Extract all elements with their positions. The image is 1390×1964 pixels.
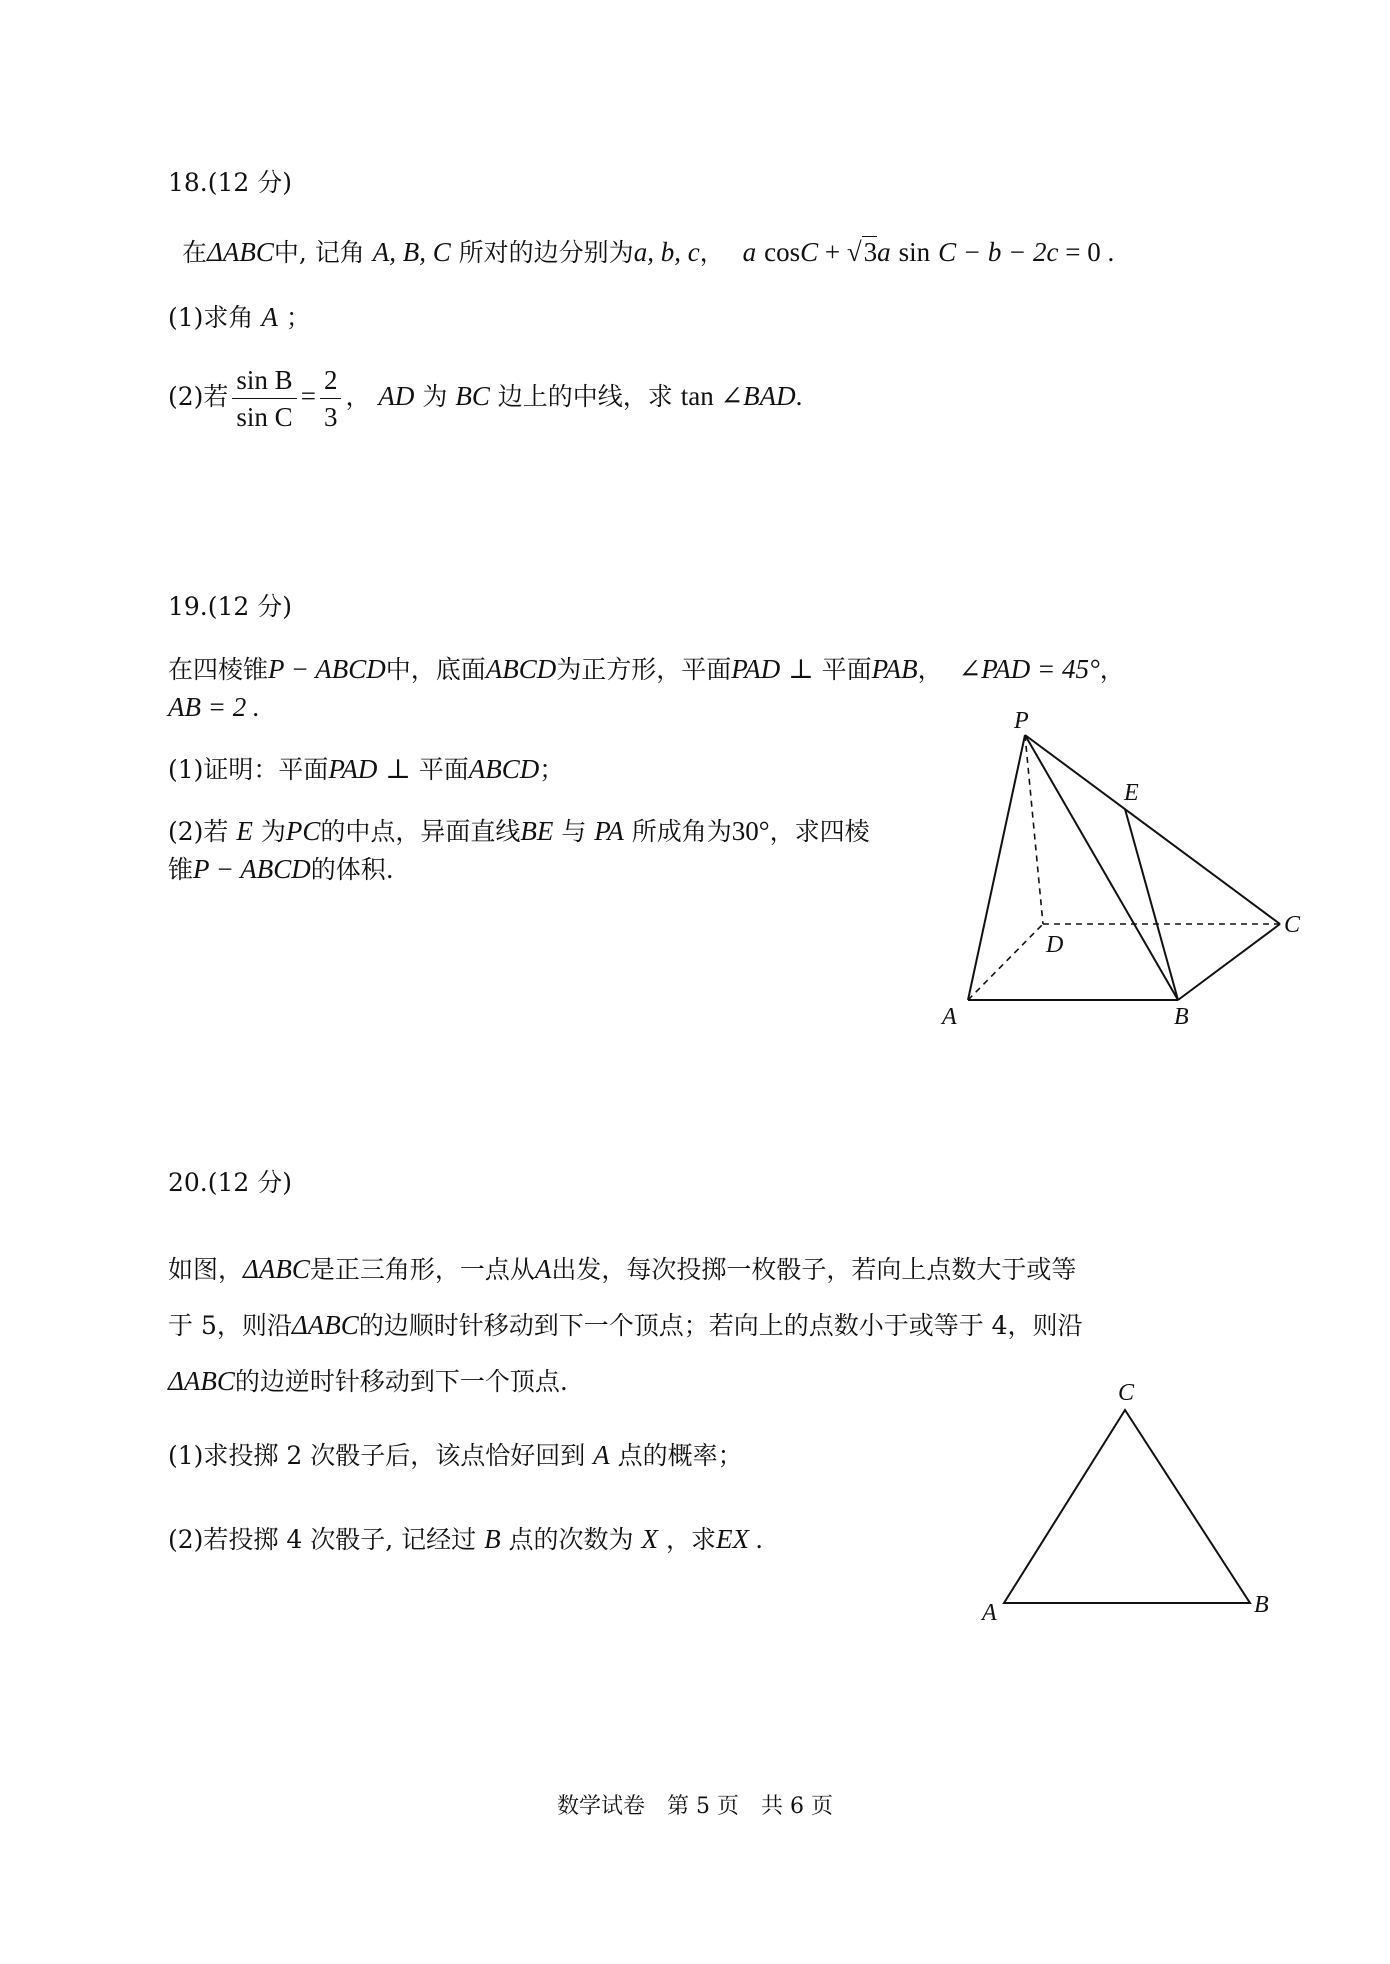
vertex-label-e: E <box>1124 780 1139 806</box>
page-footer: 数学试卷 第 5 页 共 6 页 <box>557 1794 833 1819</box>
edge-pc <box>1025 735 1280 924</box>
eq-tail: = 0 . <box>1058 237 1115 267</box>
q18-part2-text: 边上的中线，求 <box>497 382 673 411</box>
q18-part2 <box>168 360 802 435</box>
q19-pyramid: P − ABCD <box>268 654 386 684</box>
q19-plane-pad: PAD <box>328 754 378 784</box>
q18-header: 18.(12 分) <box>168 168 293 197</box>
q19-text: 为正方形，平面 <box>556 655 732 684</box>
eq-cos: cos <box>764 237 801 267</box>
q20-triangle: ΔABC <box>168 1366 235 1396</box>
sqrt-icon: √ <box>846 237 862 267</box>
q19-angle30: 30° <box>731 816 770 846</box>
vertex-label-b: B <box>1254 1592 1269 1618</box>
q19-comma: ， <box>1099 655 1125 684</box>
q19-text: 中，底面 <box>385 655 486 684</box>
q18-tan: tan ∠ <box>680 381 744 411</box>
q18-comma: ， <box>345 382 371 411</box>
vertex-label-b: B <box>1174 1004 1189 1030</box>
q19-ab: AB = 2 . <box>168 692 260 722</box>
pyramid-hidden-edges <box>968 735 1280 1000</box>
q20-ex: EX <box>715 1524 749 1554</box>
q18-part1 <box>168 300 311 335</box>
q18-equation <box>743 238 1115 267</box>
q18-part1-end: ； <box>285 303 311 332</box>
q20-text: (1)求投掷 2 次骰子后，该点恰好回到 <box>168 1441 586 1470</box>
pyramid-edges <box>968 735 1280 1000</box>
q19-text: 为 <box>260 817 286 846</box>
q19-text: 锥 <box>168 855 194 884</box>
q20-point-a: A <box>593 1440 610 1470</box>
q18-ad: AD <box>378 381 415 411</box>
pyramid-figure <box>930 700 1310 1045</box>
edge-pa <box>968 735 1025 1000</box>
q18-sides: a, b, c <box>633 237 700 267</box>
frac-denominator: 3 <box>323 402 338 432</box>
q18-stem <box>182 235 1114 270</box>
triangle-figure <box>970 1370 1270 1635</box>
q20-text: 于 5，则沿 <box>168 1311 292 1340</box>
q18-stem-text: 所对的边分别为 <box>458 238 634 267</box>
q18-fraction-value <box>320 362 342 435</box>
q20-point-a: A <box>534 1254 552 1284</box>
q20-end: . <box>748 1524 763 1554</box>
q19-comma: ， <box>917 655 943 684</box>
q19-pa: PA <box>594 816 624 846</box>
q18-end: . <box>795 381 803 411</box>
q19-text: (2)若 <box>168 817 229 846</box>
q18-triangle: ΔABC <box>207 237 274 267</box>
q19-part1 <box>168 752 564 787</box>
q19-text: 在四棱锥 <box>168 655 269 684</box>
q18-part1-text: (1)求角 <box>168 303 254 332</box>
eq-a: a <box>742 237 757 267</box>
q19-point-e: E <box>236 816 253 846</box>
eq-three: 3 <box>863 237 878 267</box>
q20-triangle: ΔABC <box>243 1254 310 1284</box>
edge-bc <box>1178 924 1280 1000</box>
edge-pb <box>1025 735 1178 1000</box>
perpendicular-icon: ⊥ <box>385 754 411 784</box>
vertex-label-a: A <box>982 1600 997 1626</box>
q19-base: ABCD <box>468 754 540 784</box>
q20-stem-line1 <box>168 1252 1076 1287</box>
vertex-label-c: C <box>1118 1380 1135 1406</box>
q18-part2-text: (2)若 <box>168 382 229 411</box>
q19-text: 与 <box>561 817 587 846</box>
eq-a: a <box>877 237 891 267</box>
q18-angles: A, B, C <box>372 237 451 267</box>
q20-part1 <box>168 1438 743 1473</box>
q19-text: 的体积. <box>310 855 394 884</box>
q20-text: 点的次数为 <box>508 1525 634 1554</box>
q19-text: ，求四棱 <box>769 817 870 846</box>
q20-text: 出发，每次投掷一枚骰子，若向上点数大于或等 <box>551 1255 1077 1284</box>
q20-text: 的边顺时针移动到下一个顶点；若向上的点数小于或等于 4，则沿 <box>358 1311 1083 1340</box>
q19-stem-line1 <box>168 652 1125 687</box>
q19-text: 平面 <box>418 755 469 784</box>
q18-stem-text: 中, 记角 <box>273 238 365 267</box>
frac-numerator: 2 <box>320 362 342 399</box>
q19-pc: PC <box>285 816 321 846</box>
eq-c: C <box>800 237 819 267</box>
q19-stem-line2 <box>168 690 260 725</box>
q20-text: 是正三角形，一点从 <box>309 1255 535 1284</box>
q19-angle: ∠PAD = 45° <box>958 654 1100 684</box>
q20-text: (2)若投掷 4 次骰子, 记经过 <box>168 1525 477 1554</box>
q20-text: 的边逆时针移动到下一个顶点. <box>234 1367 568 1396</box>
frac-numerator: sin B <box>232 362 296 399</box>
q19-header: 19.(12 分) <box>168 592 293 621</box>
q19-end: ； <box>539 755 565 784</box>
perpendicular-icon: ⊥ <box>788 654 814 684</box>
frac-denominator: sin C <box>236 402 293 432</box>
q18-part2-text: 为 <box>422 382 448 411</box>
q19-text: 的中点，异面直线 <box>320 817 521 846</box>
q20-text: 点的概率； <box>617 1441 743 1470</box>
eq-rest: C − b − 2c <box>938 237 1059 267</box>
q20-point-b: B <box>484 1524 501 1554</box>
vertex-label-d: D <box>1046 932 1064 958</box>
vertex-label-p: P <box>1014 708 1029 734</box>
vertex-label-c: C <box>1284 912 1301 938</box>
equilateral-triangle <box>1004 1410 1250 1603</box>
q20-stem-line3 <box>168 1364 568 1399</box>
q19-be: BE <box>520 816 554 846</box>
q19-plane-pad: PAD <box>731 654 781 684</box>
q19-text: 所成角为 <box>631 817 732 846</box>
q20-triangle: ΔABC <box>291 1310 359 1340</box>
q20-text: 如图， <box>168 1255 244 1284</box>
q19-part2-line1 <box>168 814 870 849</box>
q19-text: 平面 <box>821 655 872 684</box>
q18-bad: BAD <box>743 381 796 411</box>
q20-header: 20.(12 分) <box>168 1168 293 1197</box>
q20-text: ，求 <box>665 1525 716 1554</box>
q18-stem-text: 在 <box>182 238 208 267</box>
q20-stem-line2 <box>168 1308 1083 1343</box>
eq-plus: + <box>818 237 847 267</box>
q18-bc: BC <box>455 381 490 411</box>
edge-ad <box>968 924 1043 1000</box>
q19-base: ABCD <box>485 654 557 684</box>
eq-sin: sin <box>898 237 931 267</box>
q19-text: (1)证明：平面 <box>168 755 329 784</box>
equals-sign: = <box>300 381 316 411</box>
edge-be <box>1125 809 1178 1000</box>
q19-plane-pab: PAB <box>871 654 918 684</box>
vertex-label-a: A <box>942 1004 957 1030</box>
q18-fraction-sin <box>232 362 296 435</box>
q18-part1-var: A <box>261 302 278 332</box>
q19-part2-line2 <box>168 852 394 887</box>
q20-part2 <box>168 1522 762 1557</box>
q20-var-x: X <box>641 1524 658 1554</box>
q18-comma: ， <box>699 238 725 267</box>
q19-pyramid: P − ABCD <box>193 854 311 884</box>
